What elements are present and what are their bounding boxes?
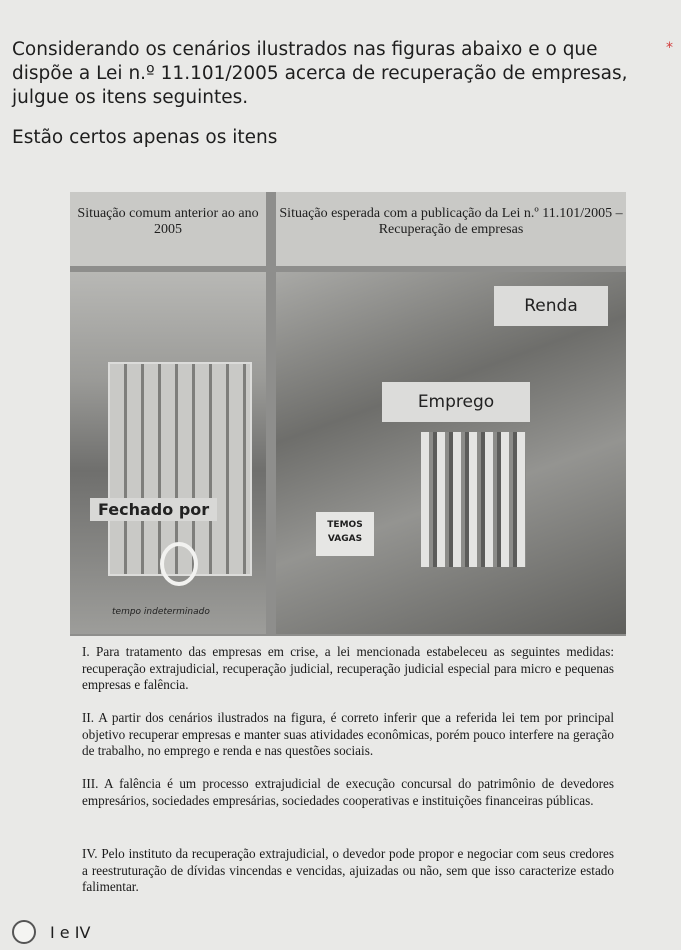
question-figure: [70, 192, 626, 636]
employment-label: Emprego: [382, 382, 530, 422]
question-text: Considerando os cenários ilustrados nas figuras abaixo e o que dispõe a Lei n.º 11.101/2005 acerca de recuperação de empresas, julgue os itens seguintes.: [12, 39, 628, 108]
radio-button[interactable]: [12, 920, 36, 944]
closed-label: Fechado por: [90, 498, 217, 521]
option-label: I e IV: [50, 922, 91, 942]
time-label: tempo indeterminado: [112, 607, 210, 617]
workers-image: [421, 432, 526, 567]
clock-icon: [160, 542, 198, 586]
item-3: III. A falência é um processo extrajudicial de execução concursal do patrimônio de devedores empresários, sociedades empresárias, sociedades cooperativas e instituições financeiras públicas.: [82, 776, 614, 808]
item-2: II. A partir dos cenários ilustrados na figura, é correto inferir que a referida lei tem por principal objetivo recuperar empresas e manter suas atividades econômicas, porém pouco interfere na geração de trabalho, no emprego e renda e nas questões sociais.: [82, 710, 614, 758]
option-a[interactable]: [12, 920, 90, 944]
item-4: IV. Pelo instituto da recuperação extrajudicial, o devedor pode propor e negociar com seus credores a reestruturação de dívidas vincendas e vencidas, ajuizadas ou não, sem que isso caracterize estado falimentar.: [82, 846, 614, 894]
closed-building-photo: [70, 272, 266, 634]
subquestion-text: Estão certos apenas os itens: [12, 127, 278, 148]
item-1: I. Para tratamento das empresas em crise, a lei mencionada estabeleceu as seguintes medidas: recuperação extrajudicial, recuperação judicial, recuperação judicial especial para micro e pequenas empresas e falência.: [82, 644, 614, 692]
income-label: Renda: [494, 286, 608, 326]
left-caption: Situação comum anterior ao ano 2005: [70, 192, 266, 266]
right-caption: Situação esperada com a publicação da Lei n.º 11.101/2005 – Recuperação de empresas: [276, 192, 626, 266]
recovery-collage-photo: [276, 272, 626, 634]
vacancy-sign: TEMOS VAGAS: [316, 512, 374, 556]
required-asterisk: *: [666, 40, 673, 56]
